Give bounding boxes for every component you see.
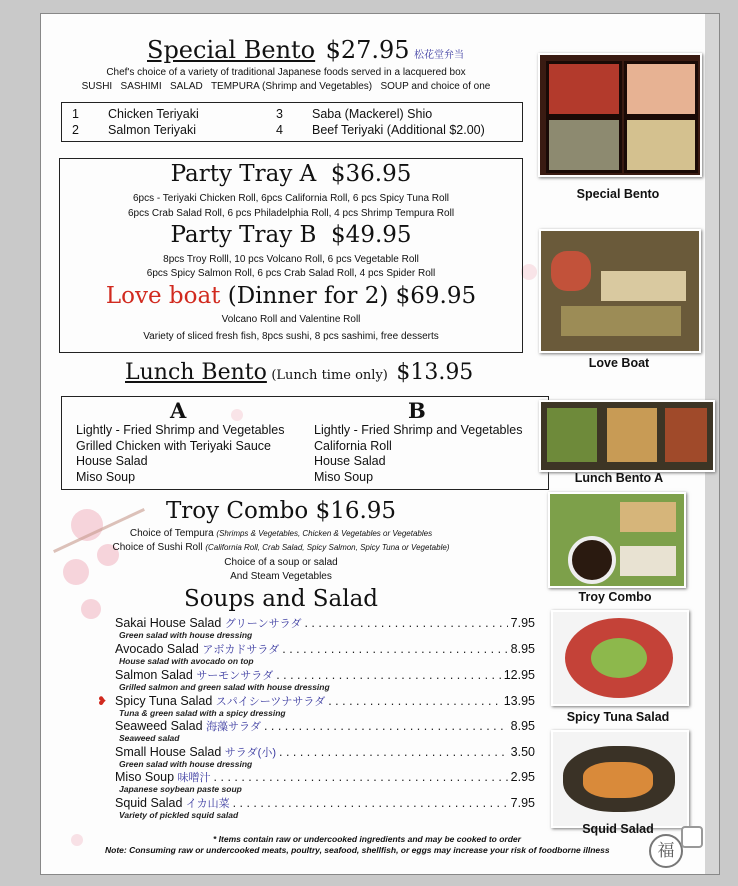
love-boat-line1: Volcano Roll and Valentine Roll — [221, 314, 361, 325]
photo-compartment — [624, 61, 698, 117]
menu-item-row — [115, 718, 535, 734]
photo-rolls — [620, 546, 676, 576]
soups-title: Soups and Salad — [183, 586, 379, 612]
item-price: 7.95 — [510, 616, 535, 630]
list-item: House Salad — [76, 454, 148, 468]
photo-compartment — [546, 61, 622, 117]
caption-spicy-tuna-salad: Spicy Tuna Salad — [566, 710, 670, 724]
menu-item-row — [115, 667, 535, 683]
troy-combo-line1-detail: (Shrimps & Vegetables, Chicken & Vegetables or Vegetables — [216, 529, 433, 538]
item-price: 12.95 — [503, 668, 535, 682]
special-bento-photo — [538, 53, 702, 177]
item-jp: スパイシーツナサラダ — [215, 696, 326, 708]
item-name: Spicy Tuna Salad — [115, 694, 213, 708]
menu-item-row — [115, 769, 535, 785]
corner-emblem-icon — [681, 826, 703, 848]
item-name: Small House Salad — [115, 745, 222, 759]
special-bento-description: Chef's choice of a variety of traditional Japanese foods served in a lacquered box — [106, 67, 466, 78]
party-tray-b-line2: 6pcs Spicy Salmon Roll, 6 pcs Crab Salad Roll, 4 pcs Spider Roll — [146, 268, 436, 279]
love-boat-title: Love boat — [105, 283, 221, 309]
lunch-bento-box — [61, 396, 549, 490]
photo-sushi — [601, 271, 686, 301]
love-boat-price: $69.95 — [395, 283, 477, 309]
item-description: Variety of pickled squid salad — [119, 810, 239, 820]
photo-sauce — [568, 536, 616, 584]
item-price: 8.95 — [510, 642, 535, 656]
caption-special-bento: Special Bento — [576, 187, 660, 201]
party-tray-b-heading — [60, 222, 522, 248]
option-number: 4 — [276, 123, 283, 137]
troy-combo-line4: And Steam Vegetables — [230, 571, 332, 582]
troy-combo-photo — [548, 492, 686, 588]
menu-page — [40, 13, 720, 875]
lunch-bento-a-list — [76, 423, 284, 485]
photo-tempura — [620, 502, 676, 532]
item-jp: サーモンサラダ — [196, 670, 274, 682]
troy-combo-line1-label: Choice of Tempura — [129, 528, 214, 539]
option-name: Chicken Teriyaki — [108, 107, 199, 121]
item-description: Green salad with house dressing — [119, 630, 253, 640]
lunch-bento-a-label: A — [170, 398, 187, 423]
item-jp: 味噌汁 — [177, 772, 211, 784]
caption-love-boat: Love Boat — [588, 356, 650, 370]
troy-combo-line2-label: Choice of Sushi Roll — [112, 542, 203, 553]
menu-item-row — [115, 615, 535, 631]
party-tray-a-line1: 6pcs - Teriyaki Chicken Roll, 6pcs California Roll, 6 pcs Spicy Tuna Roll — [132, 193, 450, 204]
party-tray-b-line1: 8pcs Troy Rolll, 10 pcs Volcano Roll, 6 pcs Vegetable Roll — [163, 254, 419, 265]
dot-leader — [279, 745, 508, 759]
item-price: 13.95 — [503, 694, 535, 708]
special-bento-price: $27.95 — [325, 36, 410, 64]
photo-compartment — [624, 117, 698, 173]
troy-combo-price: $16.95 — [315, 498, 397, 524]
item-jp: グリーンサラダ — [224, 618, 302, 630]
photo-tempura — [607, 408, 657, 462]
footer-line1: * Items contain raw or undercooked ingredients and may be cooked to order — [213, 834, 521, 844]
special-bento-options-box — [61, 102, 523, 142]
caption-troy-combo: Troy Combo — [578, 590, 652, 604]
party-tray-a-price: $36.95 — [330, 161, 412, 187]
lunch-bento-title: Lunch Bento — [125, 360, 267, 385]
menu-item-row — [115, 744, 535, 760]
lunch-bento-b-label: B — [408, 398, 426, 423]
item-description: Japanese soybean paste soup — [119, 784, 242, 794]
party-tray-a-line2: 6pcs Crab Salad Roll, 6 pcs Philadelphia Roll, 4 pcs Shrimp Tempura Roll — [127, 208, 455, 219]
special-bento-heading — [147, 36, 464, 64]
chili-pepper-icon: ❥ — [97, 694, 108, 708]
party-tray-a-heading — [60, 161, 522, 187]
troy-combo-line1 — [41, 528, 521, 539]
item-price: 2.95 — [510, 770, 535, 784]
party-tray-b-title: Party Tray B — [170, 222, 317, 248]
love-boat-heading — [60, 283, 522, 309]
party-tray-b-price: $49.95 — [331, 222, 412, 248]
item-name: Squid Salad — [115, 796, 183, 810]
option-number: 3 — [276, 107, 283, 121]
party-tray-a-title: Party Tray A — [170, 161, 317, 187]
item-description: House salad with avocado on top — [119, 656, 254, 666]
squid-salad-photo — [551, 730, 689, 828]
troy-combo-heading — [41, 498, 521, 524]
caption-squid-salad: Squid Salad — [582, 822, 654, 836]
special-bento-jp: 松花堂弁当 — [414, 50, 465, 61]
caption-lunch-bento-a: Lunch Bento A — [574, 471, 664, 485]
troy-combo-title: Troy Combo — [165, 498, 309, 524]
dot-leader — [282, 642, 507, 656]
item-price: 3.50 — [510, 745, 535, 759]
item-name: Seaweed Salad — [115, 719, 203, 733]
photo-chicken — [665, 408, 707, 462]
item-description: Tuna & green salad with a spicy dressing — [119, 708, 286, 718]
dot-leader — [276, 668, 501, 682]
item-jp: イカ山菜 — [185, 798, 230, 810]
love-boat-line2: Variety of sliced fresh fish, 8pcs sushi, 8 pcs sashimi, free desserts — [143, 331, 439, 342]
item-jp: サラダ(小) — [224, 747, 277, 759]
photo-sashimi — [551, 251, 591, 291]
list-item: Lightly - Fried Shrimp and Vegetables — [314, 423, 523, 437]
photo-squid — [583, 762, 653, 798]
list-item: Miso Soup — [76, 469, 136, 484]
photo-rolls — [561, 306, 681, 336]
troy-combo-line2 — [41, 542, 521, 553]
dot-leader — [328, 694, 500, 708]
lunch-bento-heading — [125, 360, 473, 385]
option-name: Saba (Mackerel) Shio — [312, 107, 433, 121]
item-jp: 海藻サラダ — [206, 721, 261, 733]
photo-compartment — [546, 117, 622, 173]
dot-leader — [214, 770, 508, 784]
special-bento-subtitle: SUSHI SASHIMI SALAD TEMPURA (Shrimp and Vegetables) SOUP and choice of one — [81, 81, 491, 92]
item-name: Salmon Salad — [115, 668, 193, 682]
item-price: 8.95 — [510, 719, 535, 733]
special-bento-title: Special Bento — [147, 36, 316, 64]
lunch-bento-price: $13.95 — [396, 360, 474, 385]
item-description: Green salad with house dressing — [119, 759, 253, 769]
item-description: Grilled salmon and green salad with house dressing — [119, 682, 330, 692]
love-boat-photo — [539, 229, 701, 353]
item-name: Sakai House Salad — [115, 616, 222, 630]
blossom-decoration — [521, 264, 537, 280]
option-name: Salmon Teriyaki — [108, 123, 197, 137]
footer-line2: Note: Consuming raw or undercooked meats, poultry, seafood, shellfish, or eggs may increase your risk of foodborne illness — [105, 845, 610, 855]
party-tray-box — [59, 158, 523, 353]
lunch-bento-note: (Lunch time only) — [271, 368, 388, 383]
list-item: Grilled Chicken with Teriyaki Sauce — [76, 438, 271, 453]
menu-item-row — [115, 641, 535, 657]
photo-salad — [547, 408, 597, 462]
lunch-bento-b-list — [314, 423, 522, 485]
list-item: Miso Soup — [314, 469, 374, 484]
item-jp: アボカドサラダ — [202, 644, 280, 656]
list-item: House Salad — [314, 454, 386, 468]
item-name: Miso Soup — [115, 770, 175, 784]
option-number: 2 — [72, 123, 79, 137]
troy-combo-line2-detail: (California Roll, Crab Salad, Spicy Salmon, Spicy Tuna or Vegetable) — [205, 543, 450, 552]
dot-leader — [233, 796, 508, 810]
lunch-bento-a-photo — [539, 400, 715, 472]
list-item: California Roll — [314, 438, 392, 453]
fortune-stamp-icon: 福 — [649, 834, 683, 868]
item-description: Seaweed salad — [119, 733, 180, 743]
spicy-tuna-salad-photo — [551, 610, 689, 706]
blossom-decoration — [71, 834, 83, 846]
dot-leader — [304, 616, 507, 630]
menu-item-row — [115, 795, 535, 811]
dot-leader — [264, 719, 508, 733]
list-item: Lightly - Fried Shrimp and Vegetables — [76, 423, 285, 437]
troy-combo-line3: Choice of a soup or salad — [224, 557, 338, 568]
item-name: Avocado Salad — [115, 642, 199, 656]
item-price: 7.95 — [510, 796, 535, 810]
menu-item-row — [115, 693, 535, 709]
option-number: 1 — [72, 107, 79, 121]
love-boat-subtitle: (Dinner for 2) — [227, 283, 389, 309]
photo-greens — [591, 638, 647, 678]
option-name: Beef Teriyaki (Additional $2.00) — [312, 123, 485, 137]
